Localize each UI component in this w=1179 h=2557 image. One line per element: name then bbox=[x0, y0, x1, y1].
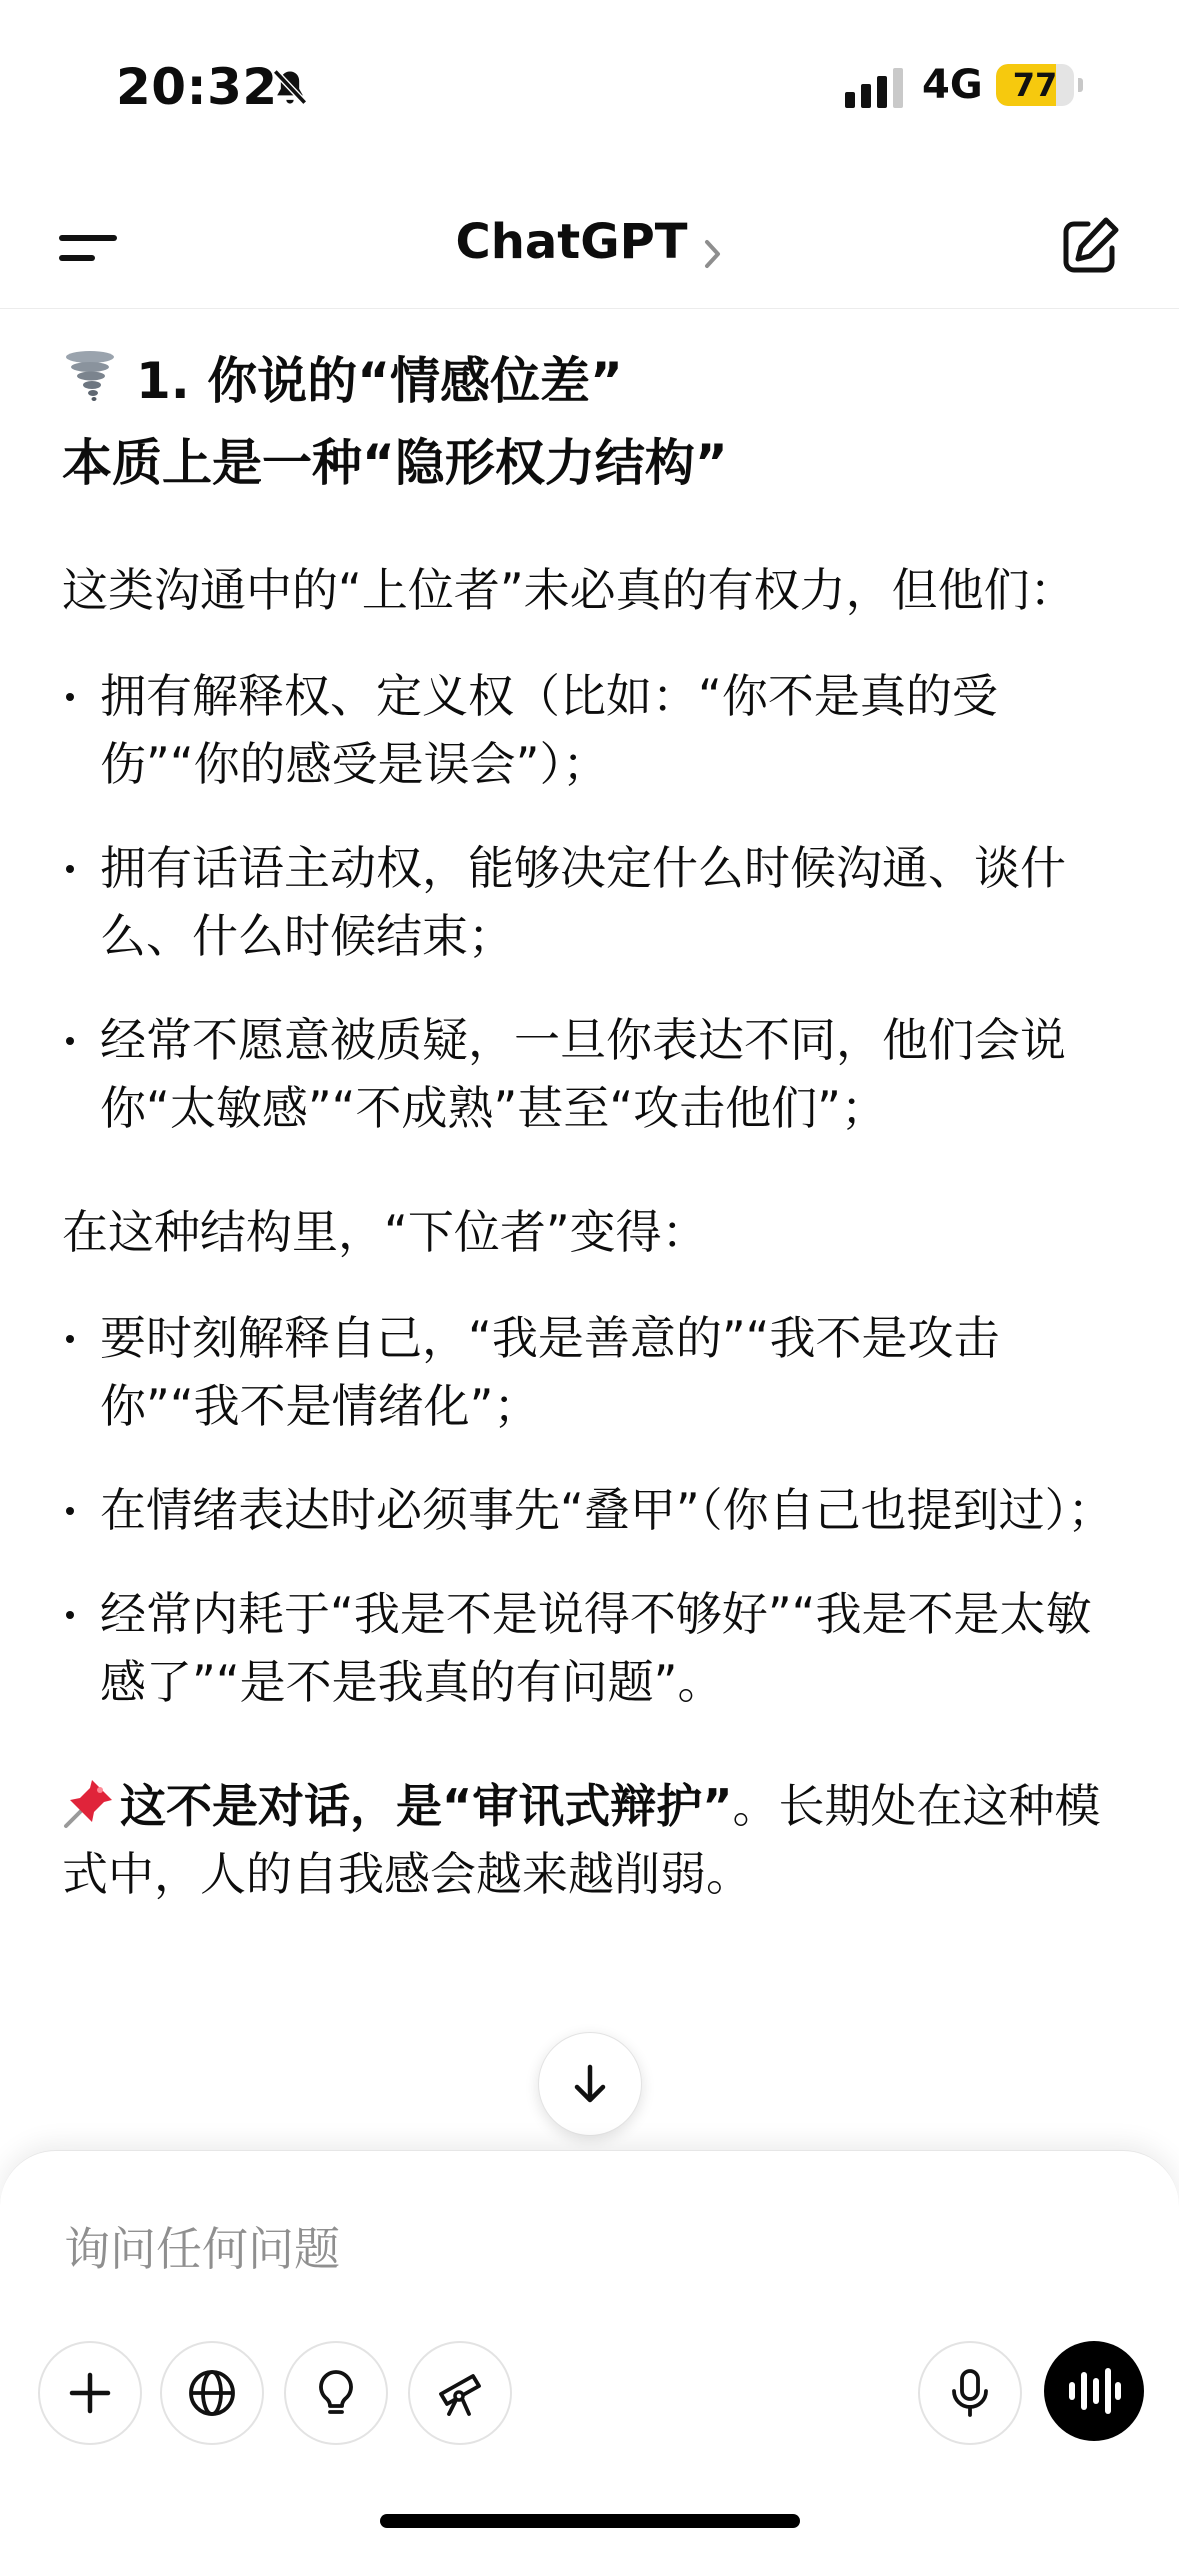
bullet-list-1 bbox=[62, 662, 1122, 1142]
battery-indicator bbox=[996, 64, 1074, 106]
research-button[interactable] bbox=[408, 2341, 512, 2445]
middle-paragraph: 在这种结构里，“下位者”变得： bbox=[62, 1205, 708, 1259]
intro-paragraph: 这类沟通中的“上位者”未必真的有权力，但他们： bbox=[62, 563, 1076, 617]
think-button[interactable] bbox=[284, 2341, 388, 2445]
status-bar bbox=[0, 0, 1179, 170]
voice-waveform-icon bbox=[1066, 2367, 1122, 2415]
message-input[interactable]: 询问任何问题 bbox=[64, 2222, 340, 2276]
microphone-icon bbox=[946, 2367, 994, 2419]
list-item: 要时刻解释自己，“我是善意的”“我不是攻击你”“我不是情绪化”； bbox=[62, 1304, 1122, 1440]
signal-icon bbox=[845, 68, 903, 108]
lightbulb-icon bbox=[310, 2367, 362, 2419]
chat-header bbox=[0, 190, 1179, 309]
list-item: 在情绪表达时必须事先“叠甲”（你自己也提到过）； bbox=[62, 1476, 1122, 1544]
web-search-button[interactable] bbox=[160, 2341, 264, 2445]
list-item: 经常内耗于“我是不是说得不够好”“我是不是太敏感了”“是不是我真的有问题”。 bbox=[62, 1580, 1122, 1716]
section-heading bbox=[62, 340, 1122, 504]
plus-icon bbox=[67, 2370, 113, 2416]
voice-mode-button[interactable] bbox=[1044, 2341, 1144, 2441]
final-bold-text: 这不是对话，是“审讯式辩护” bbox=[120, 1779, 733, 1833]
dictate-button[interactable] bbox=[918, 2341, 1022, 2445]
arrow-down-icon bbox=[567, 2061, 613, 2107]
add-button[interactable] bbox=[38, 2341, 142, 2445]
final-rest-text: 。长期处在这种模式中，人的自我感会越来越削弱。 bbox=[62, 1779, 1101, 1901]
home-indicator bbox=[380, 2514, 800, 2528]
scroll-down-button[interactable] bbox=[538, 2032, 642, 2136]
heading-line-1: 1. 你说的“情感位差” bbox=[136, 352, 623, 410]
list-item: 拥有话语主动权，能够决定什么时候沟通、谈什么、什么时候结束； bbox=[62, 834, 1122, 970]
chevron-right-icon bbox=[702, 238, 724, 270]
globe-icon bbox=[186, 2367, 238, 2419]
composer bbox=[0, 2150, 1179, 2557]
list-item: 经常不愿意被质疑，一旦你表达不同，他们会说你“太敏感”“不成熟”甚至“攻击他们”； bbox=[62, 1006, 1122, 1142]
battery-nub bbox=[1078, 78, 1083, 92]
pushpin-emoji-icon bbox=[62, 1776, 116, 1830]
new-chat-icon[interactable] bbox=[1058, 214, 1122, 278]
page-title: ChatGPT bbox=[455, 214, 688, 270]
list-item: 拥有解释权、定义权（比如：“你不是真的受伤”“你的感受是误会”）； bbox=[62, 662, 1122, 798]
heading-line-2: 本质上是一种“隐形权力结构” bbox=[62, 434, 728, 492]
bullet-list-2 bbox=[62, 1304, 1122, 1716]
telescope-icon bbox=[433, 2366, 487, 2420]
status-time: 20:32 bbox=[116, 58, 278, 116]
assistant-message bbox=[62, 340, 1122, 1946]
battery-percent: 77 bbox=[1012, 66, 1058, 104]
model-selector[interactable] bbox=[0, 214, 1179, 270]
network-type: 4G bbox=[922, 62, 983, 108]
bell-muted-icon bbox=[268, 66, 312, 110]
final-paragraph bbox=[62, 1772, 1122, 1908]
tornado-emoji-icon bbox=[62, 348, 118, 404]
